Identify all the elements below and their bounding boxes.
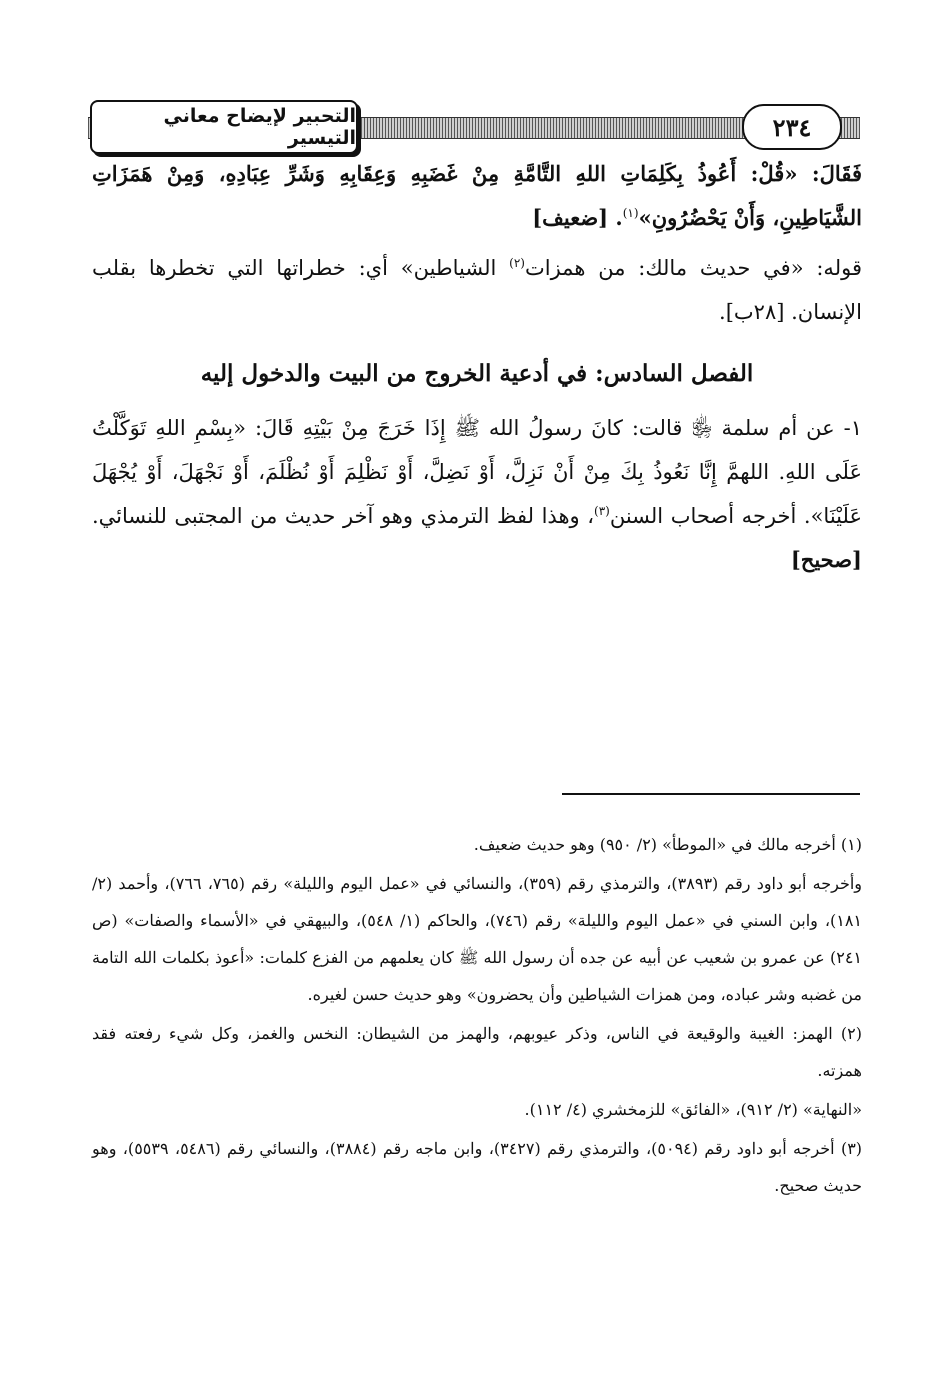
hadith-paragraph — [92, 406, 862, 582]
hadith-text-line1: فَقَالَ: «قُلْ: أَعُوذُ بِكَلِمَاتِ اللهِ التَّامَّةِ مِنْ غَضَبِهِ وَعِقَابِهِ وَشَرِّ عِبَادِهِ، وَمِنْ هَمَزَاتِ — [92, 161, 862, 186]
footnote-divider — [562, 793, 860, 795]
book-title: التحبير لإيضاح معاني التيسير — [163, 105, 356, 149]
footnotes-section — [92, 826, 862, 1206]
footnote-ref-1[interactable]: (١) — [622, 206, 639, 220]
footnote-2: (٢) الهمز: الغيبة والوقيعة في الناس، وذكر عيوبهم، والهمز من الشيطان: النخس والغمز، وكل شيء رفعته فقد همزته. — [92, 1024, 862, 1080]
grade-authentic: [صحيح] — [790, 547, 862, 572]
grade-weak: . [ضعيف] — [532, 205, 623, 230]
page-number-badge — [742, 104, 842, 150]
commentary-rest: الشياطين» أي: خطراتها التي تخطرها بقلب الإنسان. [٢٨ب]. — [92, 256, 862, 324]
commentary-paragraph — [92, 246, 862, 334]
footnote-1-continued: وأخرجه أبو داود رقم (٣٨٩٣)، والترمذي رقم (٣٥٩)، والنسائي في «عمل اليوم والليلة» رقم (٧٦٥، ٧٦٦)، وأحمد (٢/ ١٨١)، وابن السني في «عمل اليوم والليلة» رقم (٧٤٦)، والحاكم (١/ ٥٤٨)، والبيهقي في «الأسماء والصفات» (ص ٢٤١) عن عمرو بن شعيب عن أبيه عن جده أن رسول الله ﷺ كان يعلمهم من الفزع كلمات: «أعوذ بكلمات الله التامة من غضبه وشر عباده، ومن همزات الشياطين وأن يحضرون» وهو حديث حسن لغيره. — [92, 874, 863, 1004]
hadith-text-line2: الشَّيَاطِينِ، وَأَنْ يَحْضُرُونِ» — [638, 205, 862, 230]
footnote-2-sources: «النهاية» (٢/ ٩١٢)، «الفائق» للزمخشري (٤/ ١١٢). — [524, 1100, 862, 1119]
footnote-ref-2[interactable]: (٢) — [509, 256, 525, 270]
main-text — [92, 152, 862, 600]
commentary-start: قوله: «في حديث مالك: من همزات — [524, 256, 862, 280]
book-title-box — [90, 100, 358, 154]
page-header — [88, 98, 860, 156]
section-heading: الفصل السادس: في أدعية الخروج من البيت والدخول إليه — [200, 360, 754, 387]
footnote-ref-3[interactable]: (٣) — [594, 504, 610, 518]
footnote-3: (٣) أخرجه أبو داود رقم (٥٠٩٤)، والترمذي رقم (٣٤٢٧)، وابن ماجه رقم (٣٨٨٤)، والنسائي رقم (٥٤٨٦، ٥٥٣٩)، وهو حديث صحيح. — [92, 1139, 863, 1195]
hadith-continuation — [92, 152, 862, 240]
page-number: ٢٣٤ — [772, 112, 812, 142]
footnote-1: (١) أخرجه مالك في «الموطأ» (٢/ ٩٥٠) وهو حديث ضعيف. — [473, 835, 862, 854]
hadith-start: ١- عن أم سلمة ﵂ قالت: كانَ رسولُ الله ﷺ إِذَا خَرَجَ مِنْ بَيْتِهِ قَالَ: «بِسْمِ اللهِ تَوَكَّلْتُ عَلَى اللهِ. اللهمَّ إِنَّا نَعُوذُ بِكَ مِنْ أَنْ نَزِلَّ، أَوْ نَضِلَّ، أَوْ نَظْلِمَ أَوْ نُظْلَمَ، أَوْ نَجْهَلَ، أَوْ يُجْهَلَ عَلَيْنَا». أخرجه أصحاب السنن — [92, 416, 862, 528]
hadith-rest: ، وهذا لفظ الترمذي وهو آخر حديث من المجتبى للنسائي. — [92, 504, 595, 528]
